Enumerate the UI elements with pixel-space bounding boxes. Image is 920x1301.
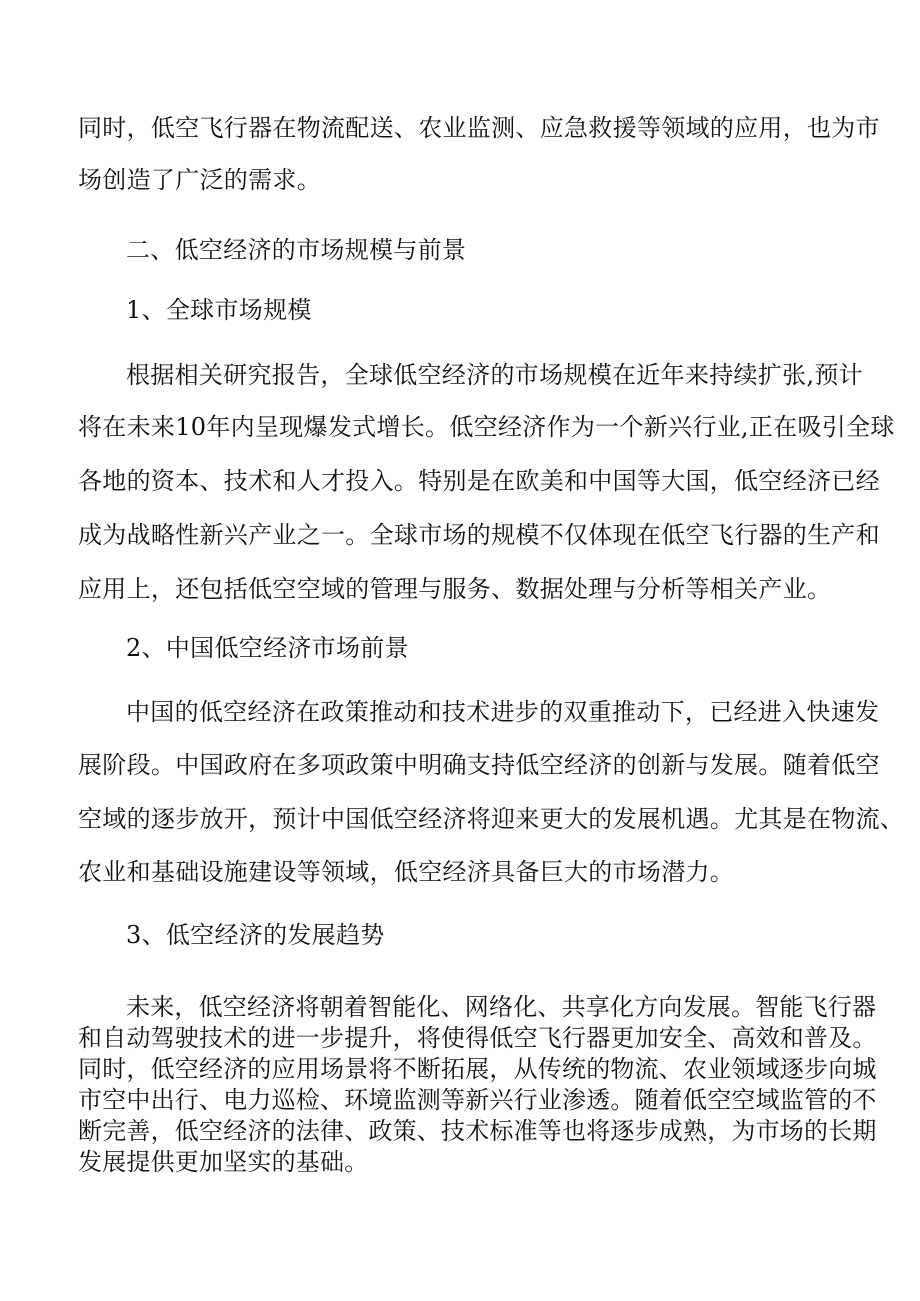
paragraph-line: 将在未来10年内呈现爆发式增长。低空经济作为一个新兴行业,正在吸引全球 xyxy=(78,413,895,441)
paragraph-line: 同时，低空经济的应用场景将不断拓展，从传统的物流、农业领域逐步向城 xyxy=(78,1055,877,1083)
paragraph-line: 同时，低空飞行器在物流配送、农业监测、应急救援等领域的应用，也为市 xyxy=(78,114,880,142)
paragraph-line: 未来，低空经济将朝着智能化、网络化、共享化方向发展。智能飞行器 xyxy=(126,993,877,1021)
paragraph-line: 断完善，低空经济的法律、政策、技术标准等也将逐步成熟，为市场的长期 xyxy=(78,1117,877,1145)
paragraph-line: 和自动驾驶技术的进一步提升，将使得低空飞行器更加安全、高效和普及。 xyxy=(78,1024,877,1052)
paragraph-line: 根据相关研究报告，全球低空经济的市场规模在近年来持续扩张,预计 xyxy=(126,361,863,389)
paragraph-line: 农业和基础设施建设等领域，低空经济具备巨大的市场潜力。 xyxy=(78,858,735,886)
subsection-heading-1: 1、全球市场规模 xyxy=(126,296,312,324)
paragraph-line: 成为战略性新兴产业之一。全球市场的规模不仅体现在低空飞行器的生产和 xyxy=(78,521,880,549)
paragraph-line: 展阶段。中国政府在多项政策中明确支持低空经济的创新与发展。随着低空 xyxy=(78,751,880,779)
subsection-heading-3: 3、低空经济的发展趋势 xyxy=(126,921,385,949)
paragraph-line: 中国的低空经济在政策推动和技术进步的双重推动下，已经进入快速发 xyxy=(126,698,880,726)
subsection-heading-2: 2、中国低空经济市场前景 xyxy=(126,634,409,662)
paragraph-line: 应用上，还包括低空空域的管理与服务、数据处理与分析等相关产业。 xyxy=(78,575,832,603)
paragraph-line: 场创造了广泛的需求。 xyxy=(78,166,321,194)
paragraph-line: 各地的资本、技术和人才投入。特别是在欧美和中国等大国，低空经济已经 xyxy=(78,467,880,495)
paragraph-line: 市空中出行、电力巡检、环境监测等新兴行业渗透。随着低空空域监管的不 xyxy=(78,1086,877,1114)
paragraph-line: 空域的逐步放开，预计中国低空经济将迎来更大的发展机遇。尤其是在物流、 xyxy=(78,805,905,833)
paragraph-line: 发展提供更加坚实的基础。 xyxy=(78,1148,369,1176)
section-heading: 二、低空经济的市场规模与前景 xyxy=(126,236,467,264)
